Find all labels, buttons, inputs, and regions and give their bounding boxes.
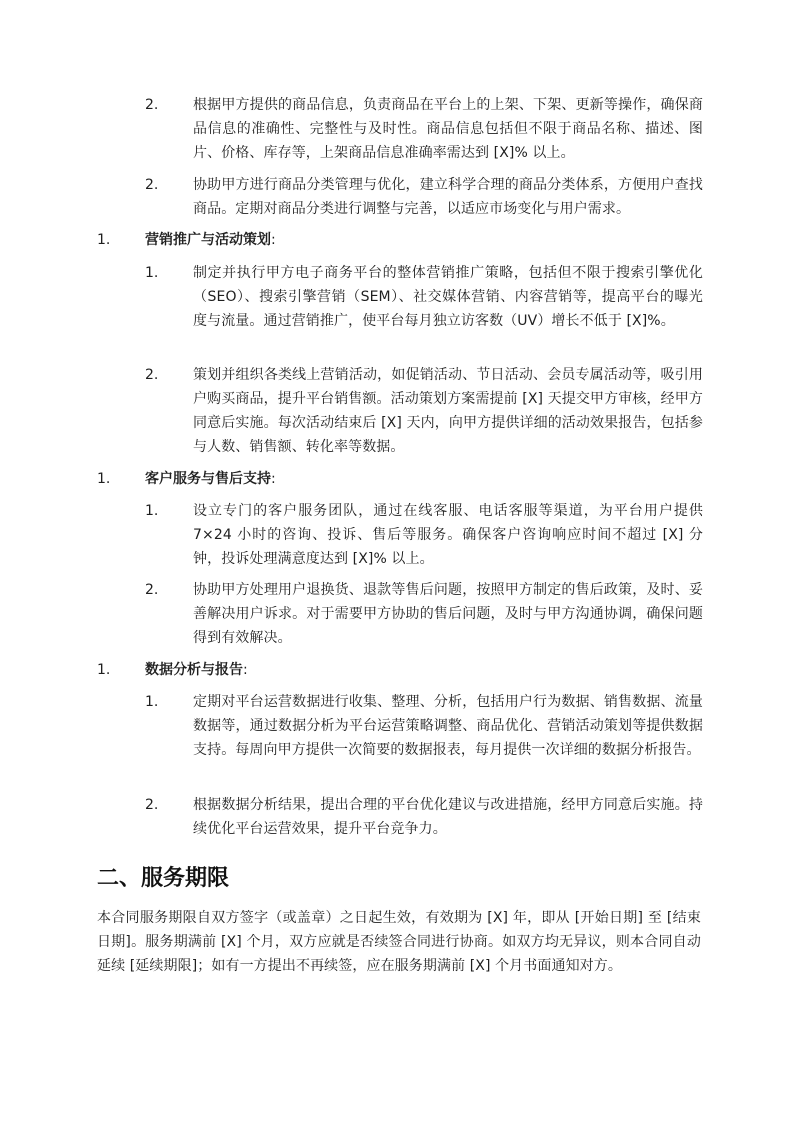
list-number: 2. [145,582,159,598]
list-item [145,363,705,459]
term-paragraph: 本合同服务期限自双方签字（或盖章）之日起生效，有效期为 [X] 年，即从 [开始日期] 至 [结束日期]。服务期满前 [X] 个月，双方应就是否续签合同进行协商。如双方均无异议，则本合同自动延续 [延续期限]；如有一方提出不再续签，应在服务期满前 [X] 个月书面通知对方。 [97,910,701,974]
list-item [145,93,705,165]
list-number: 1. [145,694,159,710]
list-number: 1. [97,232,111,248]
section-title [145,467,276,491]
list-number: 1. [145,265,159,281]
list-number: 1. [145,503,159,519]
section-heading-marketing [97,228,697,252]
section-heading-service [97,467,697,491]
list-item-text: 根据甲方提供的商品信息，负责商品在平台上的上架、下架、更新等操作，确保商品信息的准确性、完整性与及时性。商品信息包括但不限于商品名称、描述、图片、价格、库存等，上架商品信息准确率需达到 [X]% 以上。 [193,97,703,161]
list-number: 1. [97,471,111,487]
list-number: 2. [145,177,159,193]
list-item-text: 协助甲方处理用户退换货、退款等售后问题，按照甲方制定的售后政策，及时、妥善解决用户诉求。对于需要甲方协助的售后问题，及时与甲方沟通协调，确保问题得到有效解决。 [193,582,703,646]
section-title-colon: : [271,471,276,487]
list-item [145,578,705,650]
list-item [145,261,705,357]
section-title [145,228,276,252]
section-heading-term: 二、服务期限 [97,866,230,891]
list-item-text: 制定并执行甲方电子商务平台的整体营销推广策略，包括但不限于搜索引擎优化（SEO）、搜索引擎营销（SEM）、社交媒体营销、内容营销等，提高平台的曝光度与流量。通过营销推广，使平台每月独立访客数（UV）增长不低于 [X]%。 [193,265,703,329]
list-number: 2. [145,797,159,813]
list-number: 2. [145,367,159,383]
section-title-text: 数据分析与报告 [145,662,243,678]
list-item [145,690,705,786]
list-item-text: 根据数据分析结果，提出合理的平台优化建议与改进措施，经甲方同意后实施。持续优化平台运营效果，提升平台竞争力。 [193,797,703,837]
list-item [145,793,705,841]
section-title-colon: : [243,662,248,678]
list-item-text: 设立专门的客户服务团队，通过在线客服、电话客服等渠道，为平台用户提供 7×24 小时的咨询、投诉、售后等服务。确保客户咨询响应时间不超过 [X] 分钟，投诉处理满意度达到 [X]% 以上。 [193,503,703,567]
section-title-colon: : [271,232,276,248]
list-item [145,499,705,571]
section-title-text: 客户服务与售后支持 [145,471,271,487]
list-item-text: 协助甲方进行商品分类管理与优化，建立科学合理的商品分类体系，方便用户查找商品。定期对商品分类进行调整与完善，以适应市场变化与用户需求。 [193,177,703,217]
list-item [145,173,705,221]
list-item-text: 策划并组织各类线上营销活动，如促销活动、节日活动、会员专属活动等，吸引用户购买商品，提升平台销售额。活动策划方案需提前 [X] 天提交甲方审核，经甲方同意后实施。每次活动结束后 [X] 天内，向甲方提供详细的活动效果报告，包括参与人数、销售额、转化率等数据。 [193,367,703,455]
list-number: 1. [97,662,111,678]
list-number: 2. [145,97,159,113]
section-heading-data [97,658,697,682]
list-item-text: 定期对平台运营数据进行收集、整理、分析，包括用户行为数据、销售数据、流量数据等，通过数据分析为平台运营策略调整、商品优化、营销活动策划等提供数据支持。每周向甲方提供一次简要的数据报表，每月提供一次详细的数据分析报告。 [193,694,703,758]
section-title-text: 营销推广与活动策划 [145,232,271,248]
section-title [145,658,248,682]
